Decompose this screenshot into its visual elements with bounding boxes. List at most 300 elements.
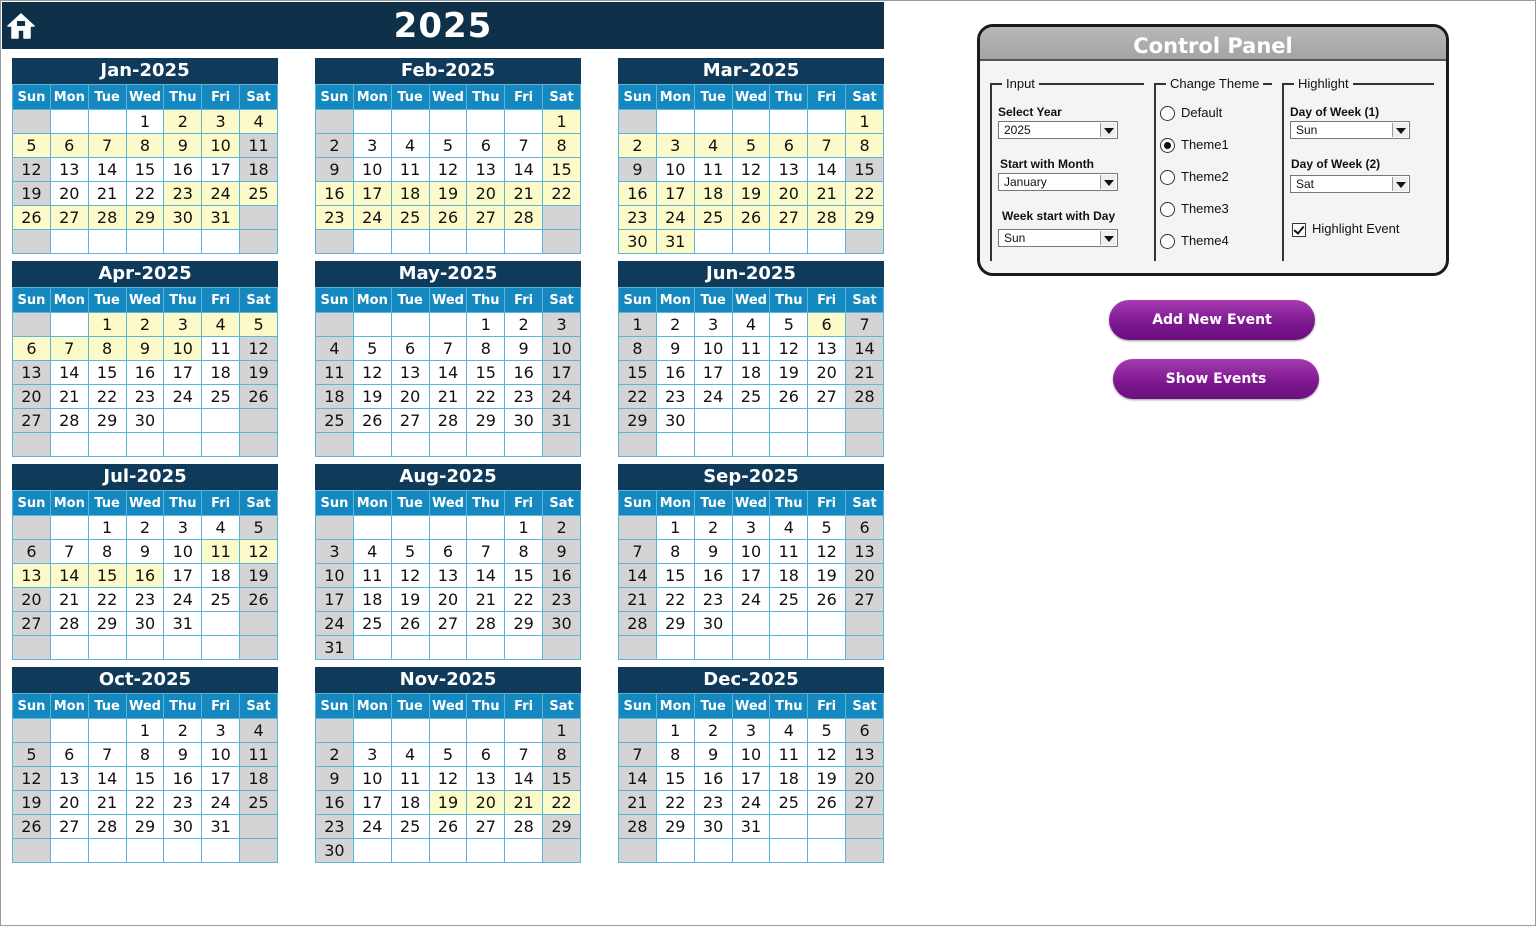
day-cell[interactable]: 2 [126, 313, 164, 337]
day-cell[interactable]: 18 [240, 767, 278, 791]
day-cell[interactable]: 27 [13, 612, 51, 636]
day-cell[interactable]: 8 [126, 134, 164, 158]
day-cell[interactable]: 14 [88, 158, 126, 182]
day-cell[interactable]: 14 [88, 767, 126, 791]
day-cell[interactable]: 20 [808, 361, 846, 385]
day-cell[interactable]: 12 [353, 361, 391, 385]
day-cell[interactable]: 13 [13, 564, 51, 588]
select-year-dropdown[interactable] [998, 121, 1118, 139]
day-cell[interactable]: 15 [619, 361, 657, 385]
day-cell[interactable]: 29 [656, 612, 694, 636]
day-cell[interactable]: 16 [505, 361, 543, 385]
day-cell[interactable]: 12 [429, 158, 467, 182]
day-cell[interactable]: 1 [619, 313, 657, 337]
day-cell[interactable]: 5 [808, 719, 846, 743]
show-events-button[interactable]: Show Events [1113, 359, 1319, 399]
day-cell[interactable]: 12 [240, 540, 278, 564]
chevron-down-icon[interactable] [1100, 175, 1116, 189]
day-cell[interactable]: 13 [846, 540, 884, 564]
day-cell[interactable]: 18 [240, 158, 278, 182]
day-cell[interactable]: 13 [808, 337, 846, 361]
day-cell[interactable]: 4 [694, 134, 732, 158]
day-cell[interactable]: 5 [770, 313, 808, 337]
day-cell[interactable]: 27 [846, 588, 884, 612]
day-cell[interactable]: 27 [50, 815, 88, 839]
highlight-event-checkbox[interactable] [1292, 221, 1399, 237]
day-cell[interactable]: 26 [353, 409, 391, 433]
day-cell[interactable]: 21 [88, 791, 126, 815]
day-cell[interactable]: 19 [808, 564, 846, 588]
day-cell[interactable]: 25 [240, 791, 278, 815]
day-cell[interactable]: 2 [543, 516, 581, 540]
day-cell[interactable]: 24 [202, 791, 240, 815]
day-cell[interactable]: 9 [505, 337, 543, 361]
day-cell[interactable]: 26 [429, 206, 467, 230]
day-cell[interactable]: 5 [13, 743, 51, 767]
day-cell[interactable]: 15 [467, 361, 505, 385]
day-cell[interactable]: 16 [543, 564, 581, 588]
day-cell[interactable]: 30 [656, 409, 694, 433]
theme-radio-theme4[interactable] [1160, 233, 1229, 251]
radio-icon[interactable] [1160, 138, 1175, 153]
day-cell[interactable]: 22 [656, 791, 694, 815]
day-cell[interactable]: 25 [240, 182, 278, 206]
chevron-down-icon[interactable] [1392, 123, 1408, 137]
day-cell[interactable]: 7 [88, 743, 126, 767]
day-cell[interactable]: 3 [732, 516, 770, 540]
day-cell[interactable]: 28 [619, 815, 657, 839]
radio-icon[interactable] [1160, 170, 1175, 185]
day-cell[interactable]: 12 [808, 743, 846, 767]
day-cell[interactable]: 1 [505, 516, 543, 540]
day-cell[interactable]: 17 [543, 361, 581, 385]
day-cell[interactable]: 20 [467, 791, 505, 815]
day-cell[interactable]: 24 [353, 206, 391, 230]
day-cell[interactable]: 24 [543, 385, 581, 409]
day-cell[interactable]: 3 [353, 743, 391, 767]
day-cell[interactable]: 21 [505, 182, 543, 206]
day-cell[interactable]: 13 [467, 767, 505, 791]
day-cell[interactable]: 3 [694, 313, 732, 337]
day-cell[interactable]: 21 [50, 588, 88, 612]
day-cell[interactable]: 10 [656, 158, 694, 182]
day-cell[interactable]: 30 [316, 839, 354, 863]
day-cell[interactable]: 10 [732, 743, 770, 767]
day-cell[interactable]: 28 [467, 612, 505, 636]
day-cell[interactable]: 27 [50, 206, 88, 230]
day-cell[interactable]: 22 [126, 791, 164, 815]
day-cell[interactable]: 26 [13, 815, 51, 839]
day-cell[interactable]: 29 [505, 612, 543, 636]
day-cell[interactable]: 1 [846, 110, 884, 134]
day-cell[interactable]: 5 [732, 134, 770, 158]
day-cell[interactable]: 24 [164, 385, 202, 409]
day-cell[interactable]: 12 [240, 337, 278, 361]
day-cell[interactable]: 9 [316, 767, 354, 791]
day-cell[interactable]: 4 [353, 540, 391, 564]
day-cell[interactable]: 8 [656, 540, 694, 564]
day-cell[interactable]: 23 [694, 588, 732, 612]
day-cell[interactable]: 6 [808, 313, 846, 337]
day-cell[interactable]: 29 [126, 206, 164, 230]
day-cell[interactable]: 17 [694, 361, 732, 385]
day-cell[interactable]: 12 [13, 158, 51, 182]
day-cell[interactable]: 25 [202, 588, 240, 612]
day-cell[interactable]: 20 [846, 564, 884, 588]
day-cell[interactable]: 23 [164, 791, 202, 815]
day-cell[interactable]: 15 [543, 767, 581, 791]
day-cell[interactable]: 22 [619, 385, 657, 409]
day-cell[interactable]: 9 [126, 540, 164, 564]
day-cell[interactable]: 16 [694, 564, 732, 588]
day-cell[interactable]: 30 [164, 206, 202, 230]
day-cell[interactable]: 3 [543, 313, 581, 337]
day-cell[interactable]: 15 [543, 158, 581, 182]
day-cell[interactable]: 31 [164, 612, 202, 636]
day-cell[interactable]: 18 [391, 182, 429, 206]
day-cell[interactable]: 25 [391, 815, 429, 839]
day-cell[interactable]: 19 [13, 791, 51, 815]
day-cell[interactable]: 13 [50, 158, 88, 182]
day-cell[interactable]: 2 [126, 516, 164, 540]
day-cell[interactable]: 14 [467, 564, 505, 588]
day-cell[interactable]: 19 [13, 182, 51, 206]
day-cell[interactable]: 6 [467, 134, 505, 158]
day-cell[interactable]: 23 [656, 385, 694, 409]
day-cell[interactable]: 15 [126, 158, 164, 182]
day-cell[interactable]: 8 [88, 337, 126, 361]
day-cell[interactable]: 26 [13, 206, 51, 230]
day-cell[interactable]: 21 [619, 588, 657, 612]
day-cell[interactable]: 24 [694, 385, 732, 409]
day-cell[interactable]: 13 [770, 158, 808, 182]
day-cell[interactable]: 2 [656, 313, 694, 337]
day-cell[interactable]: 5 [808, 516, 846, 540]
day-cell[interactable]: 27 [770, 206, 808, 230]
day-cell[interactable]: 8 [846, 134, 884, 158]
day-cell[interactable]: 10 [694, 337, 732, 361]
day-cell[interactable]: 2 [694, 719, 732, 743]
theme-radio-theme1[interactable] [1160, 137, 1229, 155]
day-cell[interactable]: 6 [391, 337, 429, 361]
day-cell[interactable]: 30 [126, 612, 164, 636]
day-cell[interactable]: 16 [126, 564, 164, 588]
day-cell[interactable]: 16 [316, 182, 354, 206]
day-cell[interactable]: 19 [429, 182, 467, 206]
day-cell[interactable]: 23 [694, 791, 732, 815]
day-cell[interactable]: 21 [429, 385, 467, 409]
day-cell[interactable]: 17 [164, 564, 202, 588]
day-cell[interactable]: 22 [543, 791, 581, 815]
day-cell[interactable]: 20 [770, 182, 808, 206]
day-cell[interactable]: 20 [467, 182, 505, 206]
day-cell[interactable]: 2 [694, 516, 732, 540]
day-cell[interactable]: 19 [240, 564, 278, 588]
day-cell[interactable]: 30 [619, 230, 657, 254]
day-cell[interactable]: 26 [808, 791, 846, 815]
day-cell[interactable]: 30 [164, 815, 202, 839]
day-cell[interactable]: 29 [543, 815, 581, 839]
day-cell[interactable]: 9 [126, 337, 164, 361]
day-cell[interactable]: 22 [505, 588, 543, 612]
day-cell[interactable]: 30 [543, 612, 581, 636]
day-cell[interactable]: 27 [391, 409, 429, 433]
day-cell[interactable]: 16 [164, 767, 202, 791]
day-cell[interactable]: 15 [505, 564, 543, 588]
day-cell[interactable]: 1 [88, 313, 126, 337]
day-cell[interactable]: 18 [353, 588, 391, 612]
day-cell[interactable]: 28 [846, 385, 884, 409]
day-cell[interactable]: 22 [88, 588, 126, 612]
day-cell[interactable]: 3 [202, 110, 240, 134]
day-cell[interactable]: 18 [694, 182, 732, 206]
day-cell[interactable]: 25 [316, 409, 354, 433]
day-cell[interactable]: 11 [391, 767, 429, 791]
day-cell[interactable]: 24 [202, 182, 240, 206]
day-cell[interactable]: 6 [13, 337, 51, 361]
day-cell[interactable]: 25 [770, 791, 808, 815]
day-cell[interactable]: 10 [353, 158, 391, 182]
day-cell[interactable]: 9 [316, 158, 354, 182]
day-cell[interactable]: 8 [126, 743, 164, 767]
day-cell[interactable]: 28 [619, 612, 657, 636]
day-cell[interactable]: 16 [694, 767, 732, 791]
day-cell[interactable]: 21 [467, 588, 505, 612]
day-cell[interactable]: 7 [88, 134, 126, 158]
day-cell[interactable]: 7 [619, 540, 657, 564]
day-cell[interactable]: 10 [543, 337, 581, 361]
day-cell[interactable]: 12 [770, 337, 808, 361]
day-cell[interactable]: 5 [429, 134, 467, 158]
day-cell[interactable]: 19 [429, 791, 467, 815]
day-cell[interactable]: 13 [391, 361, 429, 385]
day-cell[interactable]: 18 [770, 767, 808, 791]
day-cell[interactable]: 30 [694, 612, 732, 636]
day-cell[interactable]: 22 [88, 385, 126, 409]
day-cell[interactable]: 11 [316, 361, 354, 385]
day-cell[interactable]: 18 [770, 564, 808, 588]
day-cell[interactable]: 3 [656, 134, 694, 158]
day-cell[interactable]: 14 [505, 767, 543, 791]
day-cell[interactable]: 11 [353, 564, 391, 588]
day-cell[interactable]: 23 [543, 588, 581, 612]
day-cell[interactable]: 11 [770, 540, 808, 564]
day-cell[interactable]: 20 [13, 385, 51, 409]
day-cell[interactable]: 23 [316, 815, 354, 839]
day-cell[interactable]: 1 [126, 110, 164, 134]
day-cell[interactable]: 29 [656, 815, 694, 839]
day-cell[interactable]: 10 [202, 743, 240, 767]
day-cell[interactable]: 27 [13, 409, 51, 433]
day-cell[interactable]: 6 [13, 540, 51, 564]
day-cell[interactable]: 6 [50, 743, 88, 767]
day-cell[interactable]: 26 [808, 588, 846, 612]
day-cell[interactable]: 18 [391, 791, 429, 815]
day-cell[interactable]: 17 [656, 182, 694, 206]
day-cell[interactable]: 6 [467, 743, 505, 767]
day-cell[interactable]: 4 [202, 313, 240, 337]
chevron-down-icon[interactable] [1100, 231, 1116, 245]
day-cell[interactable]: 1 [656, 719, 694, 743]
day-cell[interactable]: 31 [316, 636, 354, 660]
day-cell[interactable]: 28 [88, 815, 126, 839]
day-cell[interactable]: 11 [732, 337, 770, 361]
day-cell[interactable]: 16 [164, 158, 202, 182]
day-cell[interactable]: 2 [164, 110, 202, 134]
day-cell[interactable]: 13 [846, 743, 884, 767]
day-cell[interactable]: 3 [202, 719, 240, 743]
checkbox-checked-icon[interactable] [1292, 223, 1306, 237]
day-cell[interactable]: 13 [467, 158, 505, 182]
day-cell[interactable]: 19 [240, 361, 278, 385]
day-cell[interactable]: 6 [429, 540, 467, 564]
day-cell[interactable]: 16 [656, 361, 694, 385]
day-cell[interactable]: 11 [240, 743, 278, 767]
day-cell[interactable]: 3 [316, 540, 354, 564]
day-cell[interactable]: 11 [202, 337, 240, 361]
day-cell[interactable]: 17 [732, 564, 770, 588]
day-cell[interactable]: 26 [429, 815, 467, 839]
day-cell[interactable]: 10 [316, 564, 354, 588]
day-cell[interactable]: 7 [467, 540, 505, 564]
day-cell[interactable]: 6 [770, 134, 808, 158]
day-cell[interactable]: 9 [694, 540, 732, 564]
day-cell[interactable]: 20 [13, 588, 51, 612]
day-cell[interactable]: 14 [429, 361, 467, 385]
day-cell[interactable]: 10 [164, 337, 202, 361]
day-cell[interactable]: 18 [732, 361, 770, 385]
day-cell[interactable]: 7 [50, 540, 88, 564]
day-cell[interactable]: 1 [467, 313, 505, 337]
theme-radio-theme2[interactable] [1160, 169, 1229, 187]
day-cell[interactable]: 31 [732, 815, 770, 839]
day-cell[interactable]: 13 [50, 767, 88, 791]
start-month-dropdown[interactable] [998, 173, 1118, 191]
day-cell[interactable]: 31 [202, 206, 240, 230]
day-cell[interactable]: 2 [505, 313, 543, 337]
day-cell[interactable]: 17 [732, 767, 770, 791]
day-cell[interactable]: 9 [694, 743, 732, 767]
day-cell[interactable]: 25 [694, 206, 732, 230]
day-cell[interactable]: 4 [240, 719, 278, 743]
day-cell[interactable]: 21 [505, 791, 543, 815]
day-cell[interactable]: 2 [316, 743, 354, 767]
day-cell[interactable]: 7 [429, 337, 467, 361]
day-cell[interactable]: 10 [353, 767, 391, 791]
day-cell[interactable]: 26 [770, 385, 808, 409]
day-cell[interactable]: 8 [619, 337, 657, 361]
day-cell[interactable]: 3 [164, 313, 202, 337]
week-start-dropdown[interactable] [998, 229, 1118, 247]
day-cell[interactable]: 29 [619, 409, 657, 433]
day-cell[interactable]: 15 [846, 158, 884, 182]
day-cell[interactable]: 27 [846, 791, 884, 815]
day-cell[interactable]: 21 [50, 385, 88, 409]
day-cell[interactable]: 6 [846, 719, 884, 743]
day-cell[interactable]: 24 [353, 815, 391, 839]
day-cell[interactable]: 30 [694, 815, 732, 839]
day-cell[interactable]: 21 [619, 791, 657, 815]
day-cell[interactable]: 12 [13, 767, 51, 791]
day-cell[interactable]: 24 [732, 791, 770, 815]
day-cell[interactable]: 2 [164, 719, 202, 743]
day-cell[interactable]: 1 [543, 110, 581, 134]
day-cell[interactable]: 3 [353, 134, 391, 158]
day-cell[interactable]: 20 [50, 791, 88, 815]
day-cell[interactable]: 22 [846, 182, 884, 206]
day-cell[interactable]: 29 [126, 815, 164, 839]
day-cell[interactable]: 9 [543, 540, 581, 564]
day-cell[interactable]: 19 [732, 182, 770, 206]
day-cell[interactable]: 3 [732, 719, 770, 743]
add-new-event-button[interactable]: Add New Event [1109, 300, 1315, 340]
day-cell[interactable]: 1 [656, 516, 694, 540]
day-cell[interactable]: 17 [353, 182, 391, 206]
day-cell[interactable]: 14 [50, 361, 88, 385]
day-cell[interactable]: 13 [13, 361, 51, 385]
day-cell[interactable]: 7 [619, 743, 657, 767]
day-cell[interactable]: 9 [164, 743, 202, 767]
day-cell[interactable]: 16 [126, 361, 164, 385]
day-cell[interactable]: 14 [619, 564, 657, 588]
day-cell[interactable]: 11 [391, 158, 429, 182]
dow2-dropdown[interactable] [1290, 175, 1410, 193]
day-cell[interactable]: 15 [656, 564, 694, 588]
day-cell[interactable]: 9 [619, 158, 657, 182]
day-cell[interactable]: 9 [656, 337, 694, 361]
day-cell[interactable]: 1 [88, 516, 126, 540]
day-cell[interactable]: 24 [656, 206, 694, 230]
day-cell[interactable]: 13 [429, 564, 467, 588]
day-cell[interactable]: 21 [846, 361, 884, 385]
day-cell[interactable]: 8 [656, 743, 694, 767]
day-cell[interactable]: 19 [353, 385, 391, 409]
day-cell[interactable]: 22 [656, 588, 694, 612]
day-cell[interactable]: 14 [846, 337, 884, 361]
day-cell[interactable]: 26 [240, 588, 278, 612]
day-cell[interactable]: 4 [391, 134, 429, 158]
day-cell[interactable]: 25 [202, 385, 240, 409]
day-cell[interactable]: 17 [353, 791, 391, 815]
day-cell[interactable]: 20 [50, 182, 88, 206]
day-cell[interactable]: 11 [202, 540, 240, 564]
day-cell[interactable]: 24 [316, 612, 354, 636]
day-cell[interactable]: 28 [429, 409, 467, 433]
day-cell[interactable]: 12 [391, 564, 429, 588]
day-cell[interactable]: 23 [505, 385, 543, 409]
radio-icon[interactable] [1160, 106, 1175, 121]
theme-radio-theme3[interactable] [1160, 201, 1229, 219]
day-cell[interactable]: 28 [505, 815, 543, 839]
day-cell[interactable]: 8 [505, 540, 543, 564]
day-cell[interactable]: 28 [505, 206, 543, 230]
day-cell[interactable]: 5 [240, 313, 278, 337]
day-cell[interactable]: 22 [467, 385, 505, 409]
day-cell[interactable]: 12 [732, 158, 770, 182]
day-cell[interactable]: 9 [164, 134, 202, 158]
day-cell[interactable]: 20 [429, 588, 467, 612]
day-cell[interactable]: 11 [240, 134, 278, 158]
day-cell[interactable]: 16 [619, 182, 657, 206]
day-cell[interactable]: 26 [732, 206, 770, 230]
day-cell[interactable]: 23 [619, 206, 657, 230]
day-cell[interactable]: 10 [164, 540, 202, 564]
day-cell[interactable]: 8 [467, 337, 505, 361]
day-cell[interactable]: 14 [505, 158, 543, 182]
day-cell[interactable]: 25 [353, 612, 391, 636]
day-cell[interactable]: 21 [808, 182, 846, 206]
day-cell[interactable]: 17 [202, 158, 240, 182]
